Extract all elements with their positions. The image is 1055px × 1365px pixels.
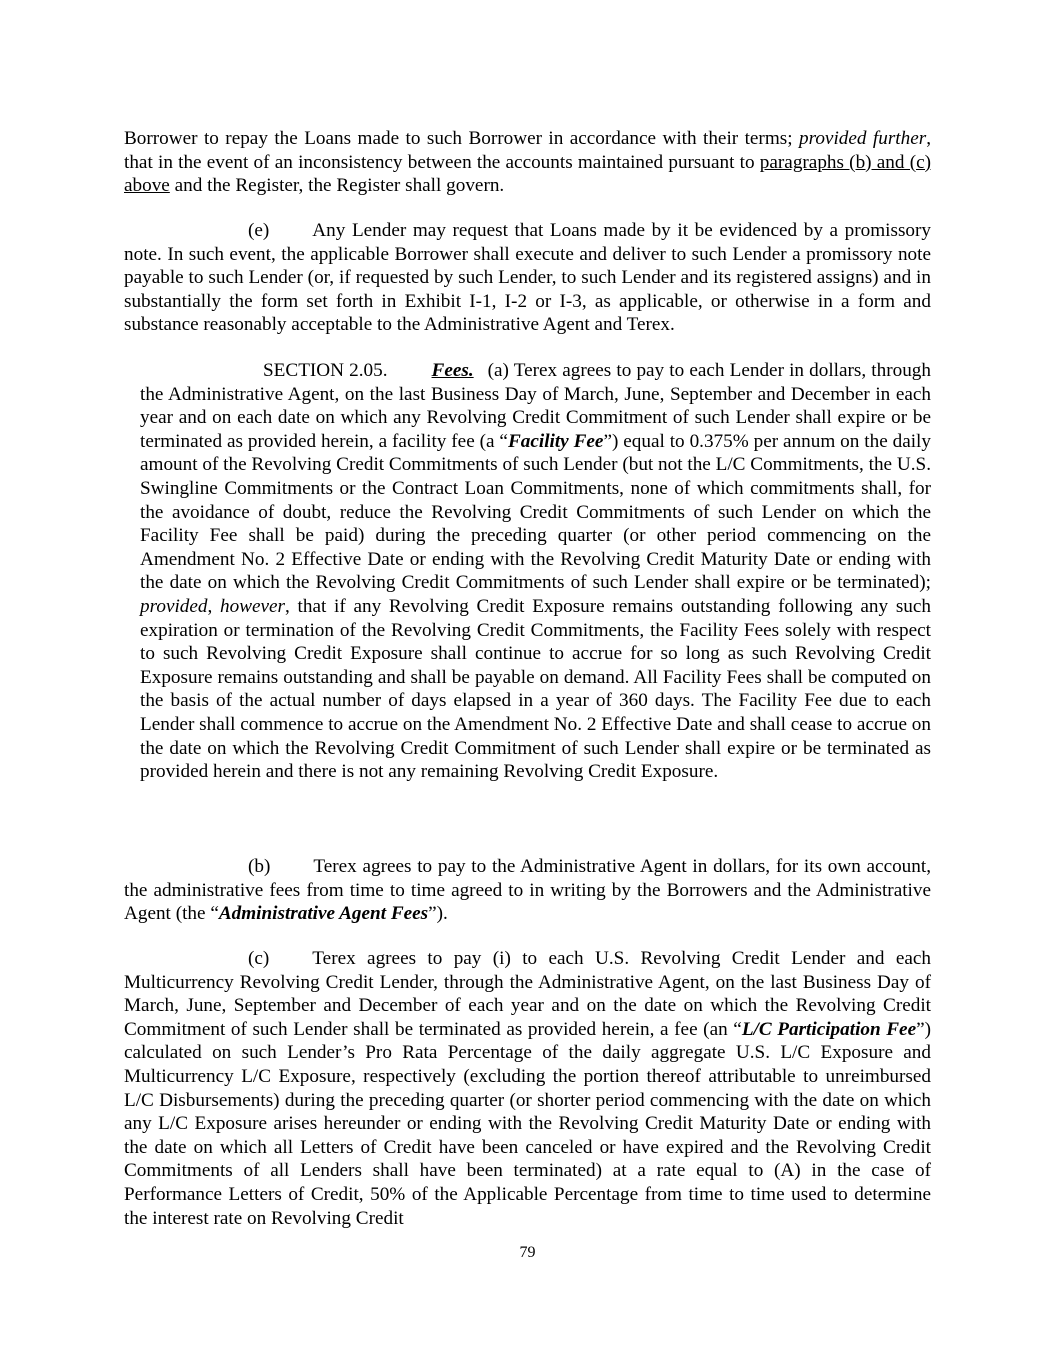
text: ”) equal to 0.375% per annum on the daily amount of the Revolving Credit Commitments of such Lender (but not the L/C Commitments, the U.S. Swingline Commitments or the Contract Loan Commitments, none of which commitments shall, for the avoidance of doubt, reduce the Revolving Credit Commitments of such Lender on which the Facility Fee shall be paid) during the preceding quarter (or other period commencing on the Amendment No. 2 Effective Date or ending with the Revolving Credit Maturity Date or ending with the date on which the Revolving Credit Commitments of such Lender shall expire or be terminated);: [140, 430, 931, 594]
paragraph-label: (c): [248, 948, 270, 969]
underlined-reference: paragraphs (b) and (c) above: [124, 151, 931, 197]
text: , that in the event of an inconsistency between the accounts maintained pursuant to: [124, 128, 932, 173]
section-2-05-fees: [140, 359, 931, 784]
text: (a) Terex agrees to pay to each Lender in dollars, through the Administrative Agent, on the last Business Day of March, June, September and December in each year and on each date on which any Revolving Credit Commitment of such Lender shall expire or be terminated as provided herein, a facility fee (a “: [140, 360, 931, 452]
text: Terex agrees to pay (i) to each U.S. Revolving Credit Lender and each Multicurrency Revolving Credit Lender, through the Administrative Agent, on the last Business Day of March, June, September and December of each year and on the date on which the Revolving Credit Commitment of such Lender shall be terminated as provided herein, a fee (an “: [124, 948, 931, 1040]
text: ”) calculated on such Lender’s Pro Rata Percentage of the daily aggregate U.S. L/C Exposure and Multicurrency L/C Exposure, respectively (excluding the portion thereof attributable to unreimbursed L/C Disbursements) during the preceding quarter (or shorter period commencing with the date on which any L/C Exposure arises hereunder or ending with the Revolving Credit Maturity Date or ending with the date on which all Letters of Credit have been canceled or have expired and the Revolving Credit Commitments of all Lenders shall have been terminated) at a rate equal to (A) in the case of Performance Letters of Credit, 50% of the Applicable Percentage from time to time used to determine the interest rate on Revolving Credit: [124, 1018, 931, 1229]
text: Any Lender may request that Loans made by it be evidenced by a promissory note. In such event, the applicable Borrower shall execute and deliver to such Lender a promissory note payable to such Lender (or, if requested by such Lender, to such Lender and its registered assigns) and in substantially the form set forth in Exhibit I-1, I-2 or I-3, as applicable, or otherwise in a form and substance reasonably acceptable to the Administrative Agent and Terex.: [124, 220, 931, 336]
paragraph-e-promissory-note: [124, 219, 931, 337]
italic-term: however: [220, 595, 286, 617]
text: and the Register, the Register shall govern.: [169, 175, 505, 197]
paragraph-label: (b): [248, 856, 271, 877]
paragraph-b-admin-agent-fees: [124, 855, 931, 926]
section-heading: Fees.: [431, 360, 474, 381]
defined-term: Facility Fee: [507, 430, 604, 452]
paragraph-register-governs: [124, 127, 931, 198]
defined-term: Administrative Agent Fees: [218, 903, 429, 925]
text: ”).: [428, 903, 448, 925]
text: Borrower to repay the Loans made to such Borrower in accordance with their terms;: [124, 128, 799, 149]
text: ,: [207, 595, 221, 617]
defined-term: L/C Participation Fee: [741, 1018, 917, 1040]
section-number: SECTION 2.05.: [263, 360, 388, 381]
italic-term: provided further: [798, 128, 927, 149]
paragraph-c-lc-participation-fee: [124, 947, 931, 1230]
page-number: 79: [519, 1244, 536, 1261]
text: Terex agrees to pay to the Administrative Agent in dollars, for its own account, the administrative fees from time to time agreed to in writing by the Borrowers and the Administrative Agent (the “: [124, 856, 931, 925]
italic-term: provided: [140, 595, 208, 617]
paragraph-label: (e): [248, 220, 270, 241]
text: , that if any Revolving Credit Exposure remains outstanding following any such expiration or termination of the Revolving Credit Commitments, the Facility Fees solely with respect to such Revolving Credit Exposure shall continue to accrue for so long as such Revolving Credit Exposure remains outstanding and shall be payable on demand. All Facility Fees shall be computed on the basis of the actual number of days elapsed in a year of 360 days. The Facility Fee due to each Lender shall commence to accrue on the Amendment No. 2 Effective Date and shall cease to accrue on the date on which the Revolving Credit Commitment of such Lender shall expire or be terminated as provided herein and there is not any remaining Revolving Credit Exposure.: [140, 595, 931, 783]
